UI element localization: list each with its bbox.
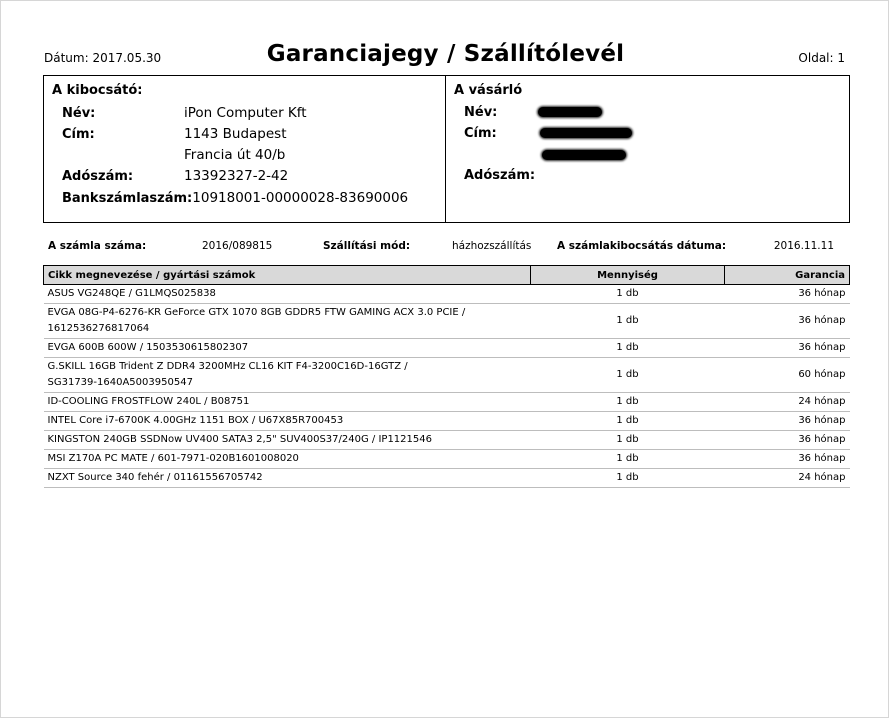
- table-row: [44, 304, 850, 339]
- table-row: [44, 339, 850, 358]
- buyer-tax-row: [464, 168, 534, 183]
- item-warranty: 36 hónap: [725, 412, 850, 431]
- item-quantity: 1 db: [531, 339, 725, 358]
- header-item-name: Cikk megnevezése / gyártási számok: [44, 266, 531, 285]
- item-warranty: 24 hónap: [725, 469, 850, 488]
- table-row: [44, 358, 850, 393]
- redaction-mark: [540, 128, 632, 138]
- item-name: EVGA 08G-P4-6276-KR GeForce GTX 1070 8GB GDDR5 FTW GAMING ACX 3.0 PCIE /: [47, 307, 466, 318]
- issuer-address-row-2: [62, 147, 285, 163]
- issuer-tax-label: Adószám:: [62, 169, 134, 184]
- table-row: [44, 393, 850, 412]
- buyer-address-row: [464, 126, 534, 141]
- issuer-address-line1: 1143 Budapest: [184, 126, 287, 142]
- item-name: MSI Z170A PC MATE / 601-7971-020B1601008020: [47, 453, 299, 464]
- item-quantity: 1 db: [531, 469, 725, 488]
- table-header-row: [44, 266, 850, 285]
- item-name-cell: [44, 304, 531, 339]
- issuer-name-label: Név:: [62, 106, 96, 121]
- issuer-address-row: [62, 126, 287, 142]
- issuer-address-label: Cím:: [62, 127, 95, 142]
- shipping-label: Szállítási mód:: [323, 240, 411, 252]
- item-name: EVGA 600B 600W / 1503530615802307: [47, 342, 249, 353]
- item-quantity: 1 db: [531, 285, 725, 304]
- item-name-cell: [44, 285, 531, 304]
- item-name: ASUS VG248QE / G1LMQS025838: [47, 288, 216, 299]
- item-name-cell: [44, 412, 531, 431]
- item-warranty: 36 hónap: [725, 339, 850, 358]
- invoice-number-value: 2016/089815: [202, 240, 273, 252]
- issue-date-label: A számlakibocsátás dátuma:: [557, 240, 727, 252]
- item-warranty: 60 hónap: [725, 358, 850, 393]
- buyer-tax-label: Adószám:: [464, 168, 536, 183]
- redaction-mark: [538, 107, 602, 117]
- buyer-heading: A vásárló: [454, 83, 523, 98]
- item-quantity: 1 db: [531, 450, 725, 469]
- issuer-address-line2: Francia út 40/b: [184, 147, 286, 163]
- issuer-name-value: iPon Computer Kft: [184, 105, 307, 121]
- item-warranty: 36 hónap: [725, 304, 850, 339]
- table-row: [44, 450, 850, 469]
- issuer-bank-value: 10918001-00000028-83690006: [192, 190, 409, 206]
- document-date: Dátum: 2017.05.30: [44, 51, 162, 65]
- item-quantity: 1 db: [531, 431, 725, 450]
- invoice-number-label: A számla száma:: [48, 240, 147, 252]
- item-quantity: 1 db: [531, 393, 725, 412]
- item-name: KINGSTON 240GB SSDNow UV400 SATA3 2,5" SUV400S37/240G / IP1121546: [47, 434, 432, 445]
- item-quantity: 1 db: [531, 412, 725, 431]
- buyer-section: [446, 76, 849, 222]
- document-title: Garanciajegy / Szállítólevél: [266, 41, 625, 67]
- item-name: INTEL Core i7-6700K 4.00GHz 1151 BOX / U67X85R700453: [47, 415, 344, 426]
- issuer-tax-value: 13392327-2-42: [184, 168, 289, 184]
- table-row: [44, 469, 850, 488]
- page-number: Oldal: 1: [798, 51, 845, 65]
- shipping-value: házhozszállítás: [452, 240, 532, 252]
- header-quantity: Mennyiség: [531, 266, 725, 285]
- issuer-bank-row: [62, 190, 408, 206]
- buyer-name-row: [464, 105, 534, 120]
- item-serial: SG31739-1640A5003950547: [47, 377, 193, 388]
- item-warranty: 36 hónap: [725, 431, 850, 450]
- table-row: [44, 431, 850, 450]
- issuer-heading: A kibocsátó:: [52, 83, 143, 98]
- table-row: [44, 285, 850, 304]
- issuer-tax-row: [62, 168, 288, 184]
- items-body: [44, 285, 850, 488]
- issue-date-value: 2016.11.11: [773, 240, 834, 252]
- item-name-cell: [44, 339, 531, 358]
- item-name-cell: [44, 393, 531, 412]
- item-warranty: 36 hónap: [725, 450, 850, 469]
- parties-box: [43, 75, 850, 223]
- item-warranty: 24 hónap: [725, 393, 850, 412]
- item-serial: 1612536276817064: [47, 323, 150, 334]
- item-quantity: 1 db: [531, 358, 725, 393]
- item-quantity: 1 db: [531, 304, 725, 339]
- table-row: [44, 412, 850, 431]
- item-name-cell: [44, 469, 531, 488]
- issuer-bank-label: Bankszámlaszám:: [62, 191, 193, 206]
- buyer-name-label: Név:: [464, 105, 498, 120]
- issuer-name-row: [62, 105, 307, 121]
- item-name: ID-COOLING FROSTFLOW 240L / B08751: [47, 396, 250, 407]
- header-warranty: Garancia: [725, 266, 850, 285]
- item-name-cell: [44, 450, 531, 469]
- item-name: NZXT Source 340 fehér / 01161556705742: [47, 472, 263, 483]
- buyer-address-label: Cím:: [464, 126, 497, 141]
- item-name-cell: [44, 358, 531, 393]
- redaction-mark: [542, 150, 626, 160]
- issuer-section: [44, 76, 446, 222]
- item-name-cell: [44, 431, 531, 450]
- item-name: G.SKILL 16GB Trident Z DDR4 3200MHz CL16 KIT F4-3200C16D-16GTZ /: [47, 361, 408, 372]
- item-warranty: 36 hónap: [725, 285, 850, 304]
- items-table: [43, 265, 850, 488]
